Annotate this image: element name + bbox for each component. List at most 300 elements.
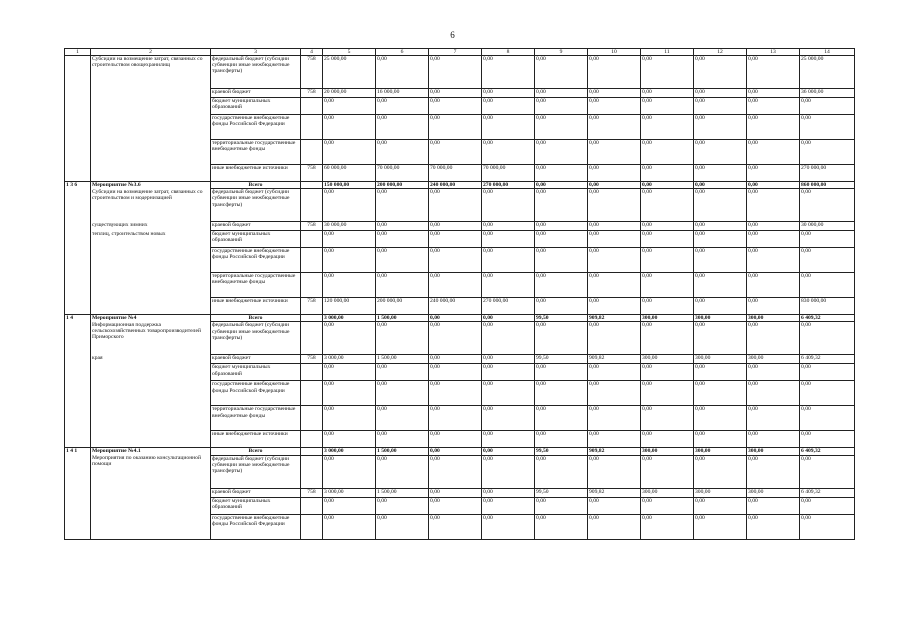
value-cell: 30 000,00 — [800, 222, 855, 231]
value-cell: 1 500,00 — [376, 355, 429, 364]
value-cell: 0,00 — [747, 298, 800, 315]
value-cell: 0,00 — [535, 431, 588, 448]
value-cell: 0,00 — [641, 364, 694, 381]
value-cell: 0,00 — [535, 322, 588, 355]
value-cell: 0,00 — [482, 89, 535, 98]
value-cell: 909,82 — [588, 355, 641, 364]
value-cell: 0,00 — [747, 381, 800, 406]
column-header: 11 — [641, 49, 694, 56]
page-number: 6 — [450, 30, 455, 40]
column-header: 1 — [65, 49, 91, 56]
value-cell: 0,00 — [641, 455, 694, 488]
value-cell: 300,00 — [694, 488, 747, 497]
table-row — [65, 406, 855, 431]
value-cell: 0,00 — [323, 381, 376, 406]
value-cell: 1 500,00 — [376, 488, 429, 497]
value-cell: 0,00 — [694, 497, 747, 514]
value-cell: 270 000,00 — [800, 165, 855, 182]
value-cell: 0,00 — [376, 406, 429, 431]
value-cell: 0,00 — [323, 455, 376, 488]
value-cell: 0,00 — [535, 514, 588, 539]
value-cell: 0,00 — [747, 455, 800, 488]
value-cell: 0,00 — [535, 497, 588, 514]
value-cell: 0,00 — [588, 189, 641, 222]
budget-table — [64, 48, 855, 540]
source-cell: федеральный бюджет (субсидии субвенции иные межбюджетные трансферты) — [211, 56, 301, 89]
value-cell: 0,00 — [588, 115, 641, 140]
section-title — [91, 248, 211, 273]
value-cell: 0,00 — [694, 514, 747, 539]
section-title: края — [91, 355, 211, 364]
value-cell: 25 000,00 — [800, 56, 855, 89]
value-cell: 0,00 — [535, 364, 588, 381]
value-cell: 0,00 — [694, 89, 747, 98]
code-cell: 758 — [301, 355, 323, 364]
value-cell: 0,00 — [641, 182, 694, 189]
value-cell: 0,00 — [800, 140, 855, 165]
section-title — [91, 273, 211, 298]
value-cell: 0,00 — [641, 431, 694, 448]
value-cell: 0,00 — [800, 98, 855, 115]
value-cell: 0,00 — [641, 231, 694, 248]
value-cell: 0,00 — [376, 455, 429, 488]
value-cell: 0,00 — [535, 165, 588, 182]
section-title: существующих зимних — [91, 222, 211, 231]
value-cell: 0,00 — [535, 222, 588, 231]
value-cell: 240 000,00 — [429, 182, 482, 189]
value-cell: 0,00 — [535, 406, 588, 431]
value-cell: 0,00 — [482, 406, 535, 431]
table-row — [65, 431, 855, 448]
source-cell: территориальные государственные внебюджетные фонды — [211, 140, 301, 165]
value-cell: 20 000,00 — [323, 89, 376, 98]
column-header: 7 — [429, 49, 482, 56]
value-cell: 0,00 — [482, 322, 535, 355]
value-cell: 6 409,32 — [800, 355, 855, 364]
value-cell: 0,00 — [800, 115, 855, 140]
section-id — [65, 381, 91, 406]
value-cell: 200 000,00 — [376, 298, 429, 315]
value-cell: 0,00 — [535, 298, 588, 315]
value-cell: 0,00 — [694, 381, 747, 406]
value-cell: 0,00 — [641, 115, 694, 140]
value-cell: 0,00 — [376, 222, 429, 231]
column-header: 12 — [694, 49, 747, 56]
value-cell: 0,00 — [800, 497, 855, 514]
table-row — [65, 248, 855, 273]
code-cell — [301, 322, 323, 355]
value-cell: 6 409,32 — [800, 488, 855, 497]
section-id — [65, 165, 91, 182]
code-cell — [301, 115, 323, 140]
section-id — [65, 189, 91, 222]
value-cell: 0,00 — [694, 115, 747, 140]
value-cell: 300,00 — [747, 488, 800, 497]
value-cell: 0,00 — [429, 455, 482, 488]
value-cell: 0,00 — [429, 248, 482, 273]
value-cell: 0,00 — [482, 448, 535, 455]
value-cell: 0,00 — [535, 248, 588, 273]
table-row — [65, 355, 855, 364]
total-label: Всего — [211, 182, 301, 189]
value-cell: 0,00 — [323, 140, 376, 165]
value-cell: 0,00 — [429, 189, 482, 222]
source-cell: краевой бюджет — [211, 355, 301, 364]
table-row — [65, 488, 855, 497]
value-cell: 300,00 — [641, 448, 694, 455]
value-cell: 0,00 — [323, 514, 376, 539]
value-cell: 909,82 — [588, 315, 641, 322]
value-cell: 0,00 — [694, 364, 747, 381]
section-id — [65, 514, 91, 539]
total-label: Всего — [211, 448, 301, 455]
value-cell: 0,00 — [747, 322, 800, 355]
value-cell: 0,00 — [641, 222, 694, 231]
value-cell: 0,00 — [323, 189, 376, 222]
table-row — [65, 497, 855, 514]
value-cell: 0,00 — [588, 98, 641, 115]
value-cell: 0,00 — [641, 298, 694, 315]
value-cell: 0,00 — [429, 431, 482, 448]
code-cell — [301, 140, 323, 165]
value-cell: 0,00 — [588, 497, 641, 514]
value-cell: 0,00 — [482, 497, 535, 514]
value-cell: 0,00 — [747, 514, 800, 539]
value-cell: 300,00 — [747, 315, 800, 322]
value-cell: 0,00 — [641, 56, 694, 89]
value-cell: 0,00 — [482, 381, 535, 406]
code-cell — [301, 189, 323, 222]
value-cell: 0,00 — [747, 56, 800, 89]
value-cell: 860 000,00 — [800, 182, 855, 189]
value-cell: 0,00 — [376, 381, 429, 406]
value-cell: 0,00 — [429, 56, 482, 89]
source-cell: краевой бюджет — [211, 89, 301, 98]
value-cell: 300,00 — [747, 355, 800, 364]
value-cell: 0,00 — [588, 406, 641, 431]
value-cell: 300,00 — [641, 355, 694, 364]
section-title — [91, 488, 211, 497]
table-row — [65, 364, 855, 381]
value-cell: 0,00 — [376, 56, 429, 89]
value-cell: 0,00 — [694, 56, 747, 89]
value-cell: 0,00 — [747, 364, 800, 381]
table-row — [65, 322, 855, 355]
section-title — [91, 514, 211, 539]
value-cell: 0,00 — [694, 189, 747, 222]
section-title — [91, 364, 211, 381]
value-cell: 0,00 — [482, 455, 535, 488]
section-id — [65, 273, 91, 298]
value-cell: 0,00 — [482, 315, 535, 322]
table-row — [65, 298, 855, 315]
value-cell: 0,00 — [800, 514, 855, 539]
value-cell: 0,00 — [641, 189, 694, 222]
column-header: 5 — [323, 49, 376, 56]
value-cell: 0,00 — [376, 364, 429, 381]
column-header: 10 — [588, 49, 641, 56]
value-cell: 0,00 — [588, 273, 641, 298]
section-id — [65, 298, 91, 315]
value-cell: 0,00 — [482, 514, 535, 539]
value-cell: 0,00 — [376, 431, 429, 448]
section-title: Мероприятия по оказанию консультационной помощи — [91, 455, 211, 488]
value-cell: 0,00 — [641, 165, 694, 182]
value-cell: 0,00 — [641, 406, 694, 431]
value-cell: 0,00 — [747, 115, 800, 140]
section-title — [91, 165, 211, 182]
value-cell: 0,00 — [535, 231, 588, 248]
value-cell: 200 000,00 — [376, 182, 429, 189]
code-cell — [301, 448, 323, 455]
code-cell — [301, 182, 323, 189]
value-cell: 0,00 — [800, 364, 855, 381]
value-cell: 0,00 — [323, 322, 376, 355]
code-cell — [301, 315, 323, 322]
value-cell: 0,00 — [800, 231, 855, 248]
value-cell: 0,00 — [747, 222, 800, 231]
value-cell: 830 000,00 — [800, 298, 855, 315]
code-cell: 758 — [301, 222, 323, 231]
value-cell: 70 000,00 — [429, 165, 482, 182]
section-title: Мероприятие №3.6 — [91, 182, 211, 189]
value-cell: 0,00 — [588, 231, 641, 248]
section-title: Мероприятие №4.1 — [91, 448, 211, 455]
total-label: Всего — [211, 315, 301, 322]
source-cell: государственные внебюджетные фонды Российской Федерации — [211, 514, 301, 539]
value-cell: 0,00 — [429, 406, 482, 431]
value-cell: 0,00 — [641, 273, 694, 298]
section-id — [65, 231, 91, 248]
value-cell: 0,00 — [535, 98, 588, 115]
value-cell: 240 000,00 — [429, 298, 482, 315]
value-cell: 0,00 — [588, 248, 641, 273]
value-cell: 99,50 — [535, 355, 588, 364]
table-row — [65, 140, 855, 165]
value-cell: 0,00 — [376, 497, 429, 514]
value-cell: 0,00 — [535, 89, 588, 98]
section-id — [65, 140, 91, 165]
value-cell: 0,00 — [376, 248, 429, 273]
code-cell — [301, 406, 323, 431]
value-cell: 0,00 — [535, 455, 588, 488]
value-cell: 0,00 — [482, 431, 535, 448]
value-cell: 16 000,00 — [376, 89, 429, 98]
value-cell: 0,00 — [641, 381, 694, 406]
section-id — [65, 406, 91, 431]
value-cell: 0,00 — [588, 431, 641, 448]
value-cell: 0,00 — [376, 140, 429, 165]
value-cell: 0,00 — [535, 381, 588, 406]
value-cell: 120 000,00 — [323, 298, 376, 315]
code-cell — [301, 431, 323, 448]
section-id — [65, 497, 91, 514]
value-cell: 0,00 — [429, 140, 482, 165]
value-cell: 0,00 — [376, 273, 429, 298]
section-title — [91, 89, 211, 98]
code-cell: 758 — [301, 165, 323, 182]
code-cell — [301, 231, 323, 248]
value-cell: 3 000,00 — [323, 488, 376, 497]
value-cell: 0,00 — [429, 115, 482, 140]
section-title — [91, 381, 211, 406]
value-cell: 0,00 — [800, 322, 855, 355]
value-cell: 909,82 — [588, 488, 641, 497]
value-cell: 0,00 — [800, 455, 855, 488]
total-row — [65, 182, 855, 189]
value-cell: 0,00 — [694, 98, 747, 115]
section-id — [65, 56, 91, 89]
value-cell: 0,00 — [535, 140, 588, 165]
value-cell: 0,00 — [376, 514, 429, 539]
column-header: 3 — [211, 49, 301, 56]
value-cell: 0,00 — [694, 273, 747, 298]
value-cell: 0,00 — [588, 381, 641, 406]
value-cell: 0,00 — [482, 56, 535, 89]
value-cell: 25 000,00 — [323, 56, 376, 89]
value-cell: 3 000,00 — [323, 315, 376, 322]
value-cell: 0,00 — [747, 98, 800, 115]
value-cell: 300,00 — [641, 315, 694, 322]
column-header: 13 — [747, 49, 800, 56]
value-cell: 0,00 — [588, 140, 641, 165]
section-id: 1 4 — [65, 315, 91, 322]
value-cell: 0,00 — [694, 406, 747, 431]
section-id — [65, 115, 91, 140]
value-cell: 0,00 — [694, 165, 747, 182]
value-cell: 909,82 — [588, 448, 641, 455]
value-cell: 0,00 — [747, 431, 800, 448]
value-cell: 0,00 — [747, 273, 800, 298]
code-cell — [301, 514, 323, 539]
section-title — [91, 431, 211, 448]
value-cell: 0,00 — [641, 514, 694, 539]
section-id — [65, 89, 91, 98]
source-cell: территориальные государственные внебюджетные фонды — [211, 406, 301, 431]
value-cell: 0,00 — [588, 222, 641, 231]
value-cell: 0,00 — [429, 355, 482, 364]
value-cell: 0,00 — [588, 364, 641, 381]
source-cell: федеральный бюджет (субсидии субвенции иные межбюджетные трансферты) — [211, 189, 301, 222]
value-cell: 0,00 — [323, 406, 376, 431]
value-cell: 0,00 — [429, 448, 482, 455]
source-cell: территориальные государственные внебюджетные фонды — [211, 273, 301, 298]
section-id — [65, 322, 91, 355]
value-cell: 0,00 — [429, 497, 482, 514]
value-cell: 3 000,00 — [323, 355, 376, 364]
table-row — [65, 115, 855, 140]
value-cell: 270 000,00 — [482, 182, 535, 189]
value-cell: 0,00 — [747, 406, 800, 431]
table-row — [65, 89, 855, 98]
value-cell: 0,00 — [694, 322, 747, 355]
value-cell: 0,00 — [429, 98, 482, 115]
code-cell — [301, 248, 323, 273]
value-cell: 0,00 — [588, 298, 641, 315]
value-cell: 0,00 — [588, 89, 641, 98]
section-id — [65, 431, 91, 448]
total-row — [65, 315, 855, 322]
value-cell: 0,00 — [800, 431, 855, 448]
section-title — [91, 115, 211, 140]
table-row — [65, 273, 855, 298]
code-cell: 758 — [301, 298, 323, 315]
source-cell: бюджет муниципальных образований — [211, 364, 301, 381]
value-cell: 0,00 — [694, 140, 747, 165]
value-cell: 30 000,00 — [323, 222, 376, 231]
table-row — [65, 56, 855, 89]
value-cell: 0,00 — [641, 322, 694, 355]
column-header: 9 — [535, 49, 588, 56]
section-id — [65, 364, 91, 381]
value-cell: 0,00 — [323, 231, 376, 248]
value-cell: 0,00 — [641, 98, 694, 115]
value-cell: 0,00 — [694, 298, 747, 315]
table-row — [65, 455, 855, 488]
value-cell: 0,00 — [429, 89, 482, 98]
value-cell: 300,00 — [747, 448, 800, 455]
section-id — [65, 222, 91, 231]
value-cell: 0,00 — [641, 497, 694, 514]
source-cell: краевой бюджет — [211, 222, 301, 231]
value-cell: 0,00 — [535, 273, 588, 298]
section-id — [65, 98, 91, 115]
section-title — [91, 497, 211, 514]
value-cell: 0,00 — [323, 115, 376, 140]
source-cell: иные внебюджетные источники — [211, 165, 301, 182]
value-cell: 0,00 — [429, 222, 482, 231]
value-cell: 0,00 — [429, 488, 482, 497]
value-cell: 0,00 — [747, 231, 800, 248]
total-row — [65, 448, 855, 455]
value-cell: 0,00 — [535, 189, 588, 222]
value-cell: 0,00 — [588, 455, 641, 488]
value-cell: 0,00 — [429, 315, 482, 322]
section-title — [91, 98, 211, 115]
value-cell: 36 000,00 — [800, 89, 855, 98]
value-cell: 0,00 — [482, 231, 535, 248]
source-cell: бюджет муниципальных образований — [211, 98, 301, 115]
value-cell: 300,00 — [694, 355, 747, 364]
value-cell: 0,00 — [588, 56, 641, 89]
table-row — [65, 189, 855, 222]
value-cell: 0,00 — [482, 98, 535, 115]
code-cell — [301, 381, 323, 406]
table-row — [65, 381, 855, 406]
value-cell: 0,00 — [535, 56, 588, 89]
table-row — [65, 514, 855, 539]
value-cell: 0,00 — [588, 514, 641, 539]
value-cell: 0,00 — [323, 431, 376, 448]
value-cell: 0,00 — [694, 231, 747, 248]
value-cell: 300,00 — [641, 488, 694, 497]
column-header: 14 — [800, 49, 855, 56]
section-title — [91, 140, 211, 165]
value-cell: 0,00 — [800, 248, 855, 273]
section-title — [91, 406, 211, 431]
value-cell: 60 000,00 — [323, 165, 376, 182]
source-cell: государственные внебюджетные фонды Российской Федерации — [211, 248, 301, 273]
section-title — [91, 298, 211, 315]
table-row — [65, 231, 855, 248]
value-cell: 1 500,00 — [376, 448, 429, 455]
source-cell: государственные внебюджетные фонды Российской Федерации — [211, 115, 301, 140]
section-title: Мероприятие №4 — [91, 315, 211, 322]
value-cell: 0,00 — [747, 189, 800, 222]
value-cell: 1 500,00 — [376, 315, 429, 322]
column-header: 6 — [376, 49, 429, 56]
section-id — [65, 488, 91, 497]
